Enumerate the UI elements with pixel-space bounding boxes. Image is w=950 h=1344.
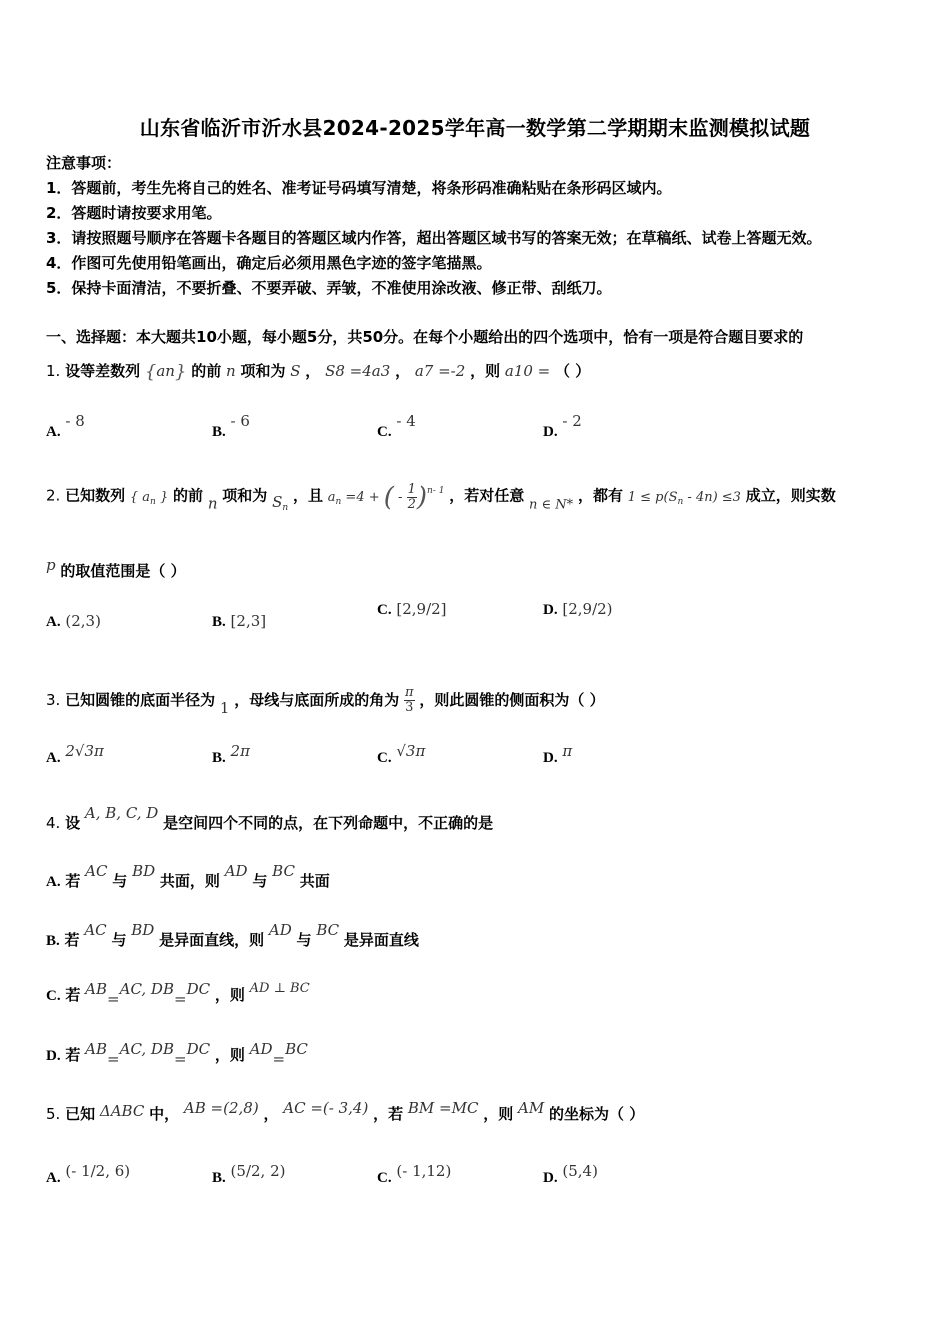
question-2	[46, 482, 836, 513]
q2-option-a[interactable]: A. (2,3)	[46, 612, 101, 630]
q2-option-d[interactable]: D. [2,9/2)	[543, 600, 613, 618]
math-vec-eq: BM =MC	[407, 1099, 479, 1117]
q5-option-d[interactable]: D. (5,4)	[543, 1162, 598, 1186]
q5-option-a[interactable]: A. (- 1/2, 6)	[46, 1162, 131, 1186]
math-radius: 1	[219, 699, 230, 717]
question-text: 项和为	[240, 362, 286, 380]
q1-option-a[interactable]: A. - 8	[46, 412, 85, 440]
question-3	[46, 686, 605, 717]
math-eq1: S8 =4a3	[325, 362, 391, 380]
math-points: A, B, C, D	[84, 804, 159, 822]
question-text: 设	[65, 814, 81, 832]
question-text: ，都有	[577, 486, 623, 505]
page-title: 山东省临沂市沂水县2024-2025学年高一数学第二学期期末监测模拟试题	[139, 116, 811, 140]
q4-option-a[interactable]: A. 若 AC 与 BD 共面，则 AD 与 BC 共面	[46, 862, 330, 890]
notice-item-3: 3．请按照题号顺序在答题卡各题目的答题区域内作答，超出答题区域书写的答案无效；在草稿纸、试卷上答题无效。	[46, 229, 822, 247]
math-p: p	[46, 556, 56, 574]
question-2-cont	[46, 556, 186, 581]
math-an-formula: $a_n =4$ + ( - $\frac{1}{2}$ )$^{n- 1}$	[327, 481, 445, 512]
question-number: 1.	[46, 362, 61, 380]
question-text: 成立，则实数	[745, 486, 836, 505]
q3-option-d[interactable]: D. π	[543, 742, 573, 766]
q4-option-d[interactable]: D. 若 AB=AC, DB=DC ，则 AD=BC	[46, 1040, 308, 1068]
q2-option-c[interactable]: C. [2,9/2]	[377, 600, 447, 618]
q4-option-b[interactable]: B. 若 AC 与 BD 是异面直线，则 AD 与 BC 是异面直线	[46, 921, 419, 949]
question-text: ，则	[483, 1105, 514, 1123]
notice-item-5: 5．保持卡面清洁，不要折叠、不要弄破、弄皱，不准使用涂改液、修正带、刮纸刀。	[46, 279, 612, 297]
q5-option-c[interactable]: C. (- 1,12)	[377, 1162, 452, 1186]
notice-item-2: 2．答题时请按要求用笔。	[46, 204, 222, 222]
math-inequality: $1 \le p(S_n - 4n) \le 3$	[627, 489, 741, 507]
math-vec-ab: AB =(2,8)	[183, 1099, 259, 1117]
question-text: 的坐标为（ ）	[549, 1105, 645, 1123]
math-domain: n ∈ N*	[529, 497, 574, 513]
q1-option-d[interactable]: D. - 2	[543, 412, 582, 440]
question-5	[46, 1099, 644, 1124]
question-number: 4.	[46, 814, 61, 832]
question-1	[46, 360, 590, 383]
q2-option-b[interactable]: B. [2,3]	[212, 612, 267, 630]
q1-option-c[interactable]: C. - 4	[377, 412, 416, 440]
question-text: 的前	[191, 362, 222, 380]
question-text: ，若对任意	[449, 486, 525, 505]
math-S: S	[290, 362, 301, 380]
question-4	[46, 804, 493, 833]
question-text: 是空间四个不同的点，在下列命题中，不正确的是	[163, 814, 494, 832]
notice-item-4: 4．作图可先使用铅笔画出，确定后必须用黑色字迹的签字笔描黑。	[46, 254, 492, 272]
math-n: n	[207, 494, 218, 513]
question-text: ，若	[373, 1105, 404, 1123]
question-text: ，	[305, 362, 321, 380]
question-text: ，则此圆锥的侧面积为（ ）	[419, 691, 605, 709]
math-angle: $\frac{\pi}{3}$	[405, 685, 414, 715]
math-eq2: a7 =-2	[414, 362, 466, 380]
math-S: $S_n$	[272, 492, 289, 513]
math-sequence: {an}	[144, 361, 187, 383]
answer-blank: （ ）	[555, 362, 591, 380]
math-eq3: a10 =	[504, 362, 551, 380]
q3-option-a[interactable]: A. 2√3π	[46, 742, 104, 766]
question-text: 的取值范围是（ ）	[60, 562, 186, 580]
question-number: 2.	[46, 486, 61, 505]
question-text: 已知	[65, 1105, 96, 1123]
math-vec-ac: AC =(- 3,4)	[283, 1099, 369, 1117]
question-text: 已知圆锥的底面半径为	[65, 691, 216, 709]
notice-heading: 注意事项：	[46, 154, 122, 172]
question-text: 设等差数列	[65, 362, 141, 380]
math-n: n	[225, 362, 236, 380]
q1-option-b[interactable]: B. - 6	[212, 412, 250, 440]
math-triangle: ΔABC	[99, 1102, 145, 1120]
q3-option-b[interactable]: B. 2π	[212, 742, 250, 766]
question-text: 项和为	[222, 486, 268, 505]
question-number: 3.	[46, 691, 61, 709]
math-sequence: { $a_n$ }	[129, 489, 169, 507]
q5-option-b[interactable]: B. (5/2, 2)	[212, 1162, 286, 1186]
math-vec-am: AM	[518, 1099, 545, 1117]
notice-item-1: 1．答题前，考生先将自己的姓名、准考证号码填写清楚，将条形码准确粘贴在条形码区域内。	[46, 179, 672, 197]
question-text: ，则	[470, 362, 501, 380]
question-text: ，	[263, 1105, 279, 1123]
question-text: ，母线与底面所成的角为	[234, 691, 400, 709]
q4-option-c[interactable]: C. 若 AB=AC, DB=DC ，则 AD ⊥ BC	[46, 980, 310, 1008]
section-heading: 一、选择题：本大题共10小题，每小题5分，共50分。在每个小题给出的四个选项中，恰有一项是符合题目要求的	[46, 328, 804, 346]
question-text: ，且	[292, 486, 323, 505]
question-text: ，	[395, 362, 411, 380]
question-text: 中，	[149, 1105, 180, 1123]
q3-option-c[interactable]: C. √3π	[377, 742, 426, 766]
question-text: 已知数列	[65, 486, 126, 505]
question-text: 的前	[173, 486, 204, 505]
question-number: 5.	[46, 1105, 61, 1123]
